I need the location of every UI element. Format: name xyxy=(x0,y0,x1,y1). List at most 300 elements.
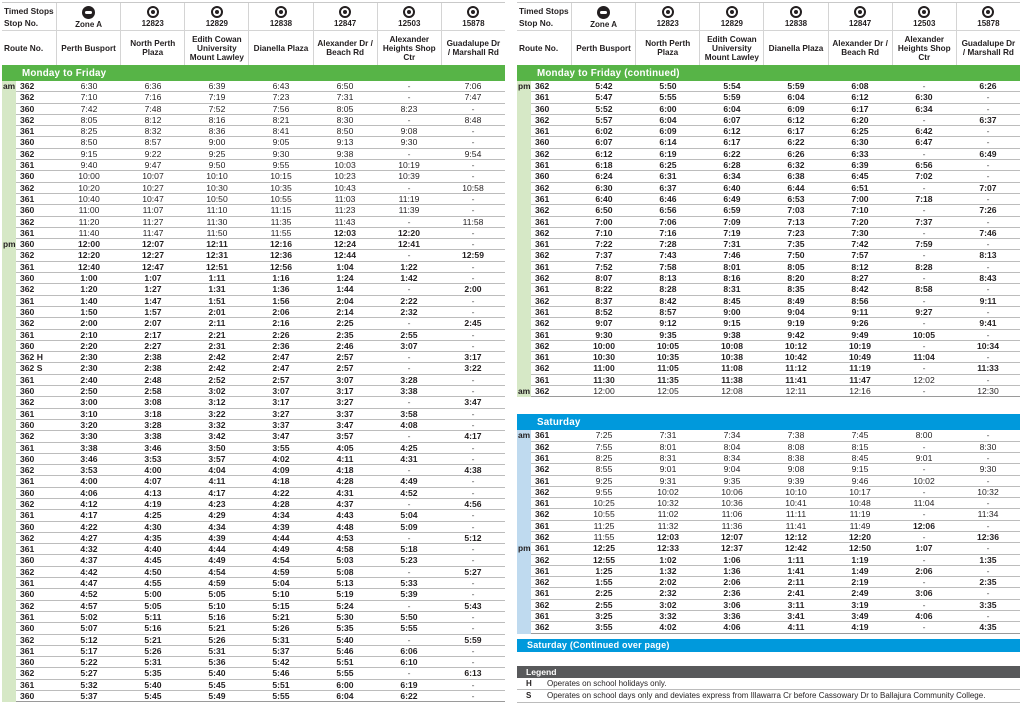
stop-column-header xyxy=(249,3,313,65)
ampm-gutter xyxy=(2,646,16,657)
time-cell: 9:54 xyxy=(441,149,505,160)
time-cell: 6:30 xyxy=(828,137,892,148)
stop-icon-and-number xyxy=(636,3,699,31)
time-cell: 4:35 xyxy=(956,622,1020,633)
ampm-gutter xyxy=(2,454,16,465)
timetable-row xyxy=(517,622,1020,633)
time-cell: 5:30 xyxy=(313,612,377,623)
time-cell: 5:46 xyxy=(313,646,377,657)
time-cell: 9:05 xyxy=(249,137,313,148)
route-number: 361 xyxy=(16,443,57,454)
ampm-gutter xyxy=(2,330,16,341)
time-cell: 1:11 xyxy=(764,555,828,566)
time-cell: 6:37 xyxy=(956,115,1020,126)
timetable-row xyxy=(517,217,1020,228)
time-cell: 10:02 xyxy=(636,487,700,498)
timetable-row xyxy=(517,555,1020,566)
time-cell: 3:38 xyxy=(121,431,185,442)
time-cell: 10:30 xyxy=(572,352,636,363)
stop-number: 12838 xyxy=(784,19,808,28)
time-cell: 12:36 xyxy=(249,250,313,261)
time-cell: - xyxy=(441,510,505,521)
time-cell: 3:55 xyxy=(249,443,313,454)
time-cell: 8:05 xyxy=(313,104,377,115)
time-cell: 4:18 xyxy=(249,476,313,487)
time-cell: - xyxy=(956,430,1020,441)
time-cell: - xyxy=(892,577,956,588)
time-cell: 9:04 xyxy=(700,464,764,475)
time-cell: 3:17 xyxy=(313,386,377,397)
time-cell: 6:39 xyxy=(828,160,892,171)
time-cell: 10:35 xyxy=(636,352,700,363)
time-cell: 4:31 xyxy=(313,488,377,499)
time-cell: 7:46 xyxy=(956,228,1020,239)
time-cell: 4:00 xyxy=(57,476,121,487)
time-cell: 5:12 xyxy=(441,533,505,544)
time-cell: 2:14 xyxy=(313,307,377,318)
time-cell: 5:43 xyxy=(441,601,505,612)
time-cell: 3:47 xyxy=(441,397,505,408)
time-cell: 6:19 xyxy=(377,680,441,691)
ampm-gutter xyxy=(517,476,531,487)
ampm-gutter xyxy=(517,487,531,498)
time-cell: 6:59 xyxy=(700,205,764,216)
time-cell: 5:50 xyxy=(636,81,700,92)
time-cell: 1:07 xyxy=(121,273,185,284)
time-cell: 4:43 xyxy=(313,510,377,521)
stop-name: North Perth Plaza xyxy=(645,39,691,57)
time-cell: 6:47 xyxy=(892,137,956,148)
time-cell: 7:19 xyxy=(185,92,249,103)
time-cell: 8:45 xyxy=(700,296,764,307)
time-cell: 1:11 xyxy=(185,273,249,284)
time-cell: 11:04 xyxy=(892,352,956,363)
time-cell: 8:30 xyxy=(956,442,1020,453)
stop-icon-and-number xyxy=(957,3,1020,31)
route-number: 360 xyxy=(16,623,57,634)
time-cell: 7:38 xyxy=(764,430,828,441)
time-cell: - xyxy=(441,228,505,239)
time-cell: 10:50 xyxy=(185,194,249,205)
time-cell: 2:38 xyxy=(121,363,185,374)
time-cell: 7:30 xyxy=(828,228,892,239)
timetable-row xyxy=(2,623,505,634)
time-cell: 5:59 xyxy=(700,92,764,103)
time-cell: 11:08 xyxy=(700,363,764,374)
time-cell: 4:49 xyxy=(249,544,313,555)
time-cell: 11:32 xyxy=(636,521,700,532)
time-cell: 9:35 xyxy=(636,330,700,341)
time-cell: - xyxy=(377,352,441,363)
timetable-row xyxy=(517,430,1020,441)
time-cell: 11:27 xyxy=(121,217,185,228)
time-cell: 12:00 xyxy=(572,386,636,397)
time-cell: 9:15 xyxy=(700,318,764,329)
time-cell: 6:34 xyxy=(892,104,956,115)
ampm-gutter xyxy=(2,307,16,318)
ampm-gutter xyxy=(517,239,531,250)
time-cell: - xyxy=(892,386,956,397)
time-cell: 11:49 xyxy=(828,521,892,532)
stop-name: Edith Cowan University Mount Lawley xyxy=(189,34,244,62)
route-number: 361 xyxy=(16,510,57,521)
time-cell: 3:57 xyxy=(313,431,377,442)
time-cell: 5:35 xyxy=(121,668,185,679)
timetable-row xyxy=(2,578,505,589)
time-cell: 11:19 xyxy=(828,509,892,520)
time-cell: 7:07 xyxy=(956,183,1020,194)
time-cell: 3:53 xyxy=(121,454,185,465)
time-cell: 4:17 xyxy=(185,488,249,499)
time-cell: 10:05 xyxy=(892,330,956,341)
time-cell: - xyxy=(441,273,505,284)
time-cell: 12:20 xyxy=(828,532,892,543)
time-cell: 7:42 xyxy=(828,239,892,250)
ampm-gutter xyxy=(517,442,531,453)
time-cell: - xyxy=(441,646,505,657)
time-cell: 11:19 xyxy=(828,363,892,374)
ampm-gutter: pm xyxy=(3,239,16,250)
time-cell: 6:44 xyxy=(764,183,828,194)
time-cell: 5:39 xyxy=(377,589,441,600)
time-cell: 11:23 xyxy=(313,205,377,216)
time-cell: 7:16 xyxy=(636,228,700,239)
route-number: 362 xyxy=(16,250,57,261)
time-cell: 6:22 xyxy=(700,149,764,160)
time-cell: 9:42 xyxy=(764,330,828,341)
route-number: 362 xyxy=(16,533,57,544)
time-cell: 9:25 xyxy=(572,476,636,487)
route-number: 361 xyxy=(16,375,57,386)
time-cell: 11:38 xyxy=(700,375,764,386)
ampm-gutter xyxy=(517,330,531,341)
time-cell: 2:38 xyxy=(121,352,185,363)
time-cell: 5:22 xyxy=(57,657,121,668)
ampm-gutter xyxy=(517,464,531,475)
route-number: 361 xyxy=(531,217,572,228)
time-cell: 12:20 xyxy=(57,250,121,261)
timetable-row xyxy=(2,250,505,261)
time-cell: 2:52 xyxy=(185,375,249,386)
time-cell: 3:27 xyxy=(249,409,313,420)
time-cell: 11:35 xyxy=(636,375,700,386)
time-cell: 6:22 xyxy=(764,137,828,148)
time-cell: - xyxy=(441,239,505,250)
time-cell: 5:45 xyxy=(121,691,185,702)
time-cell: 10:48 xyxy=(828,498,892,509)
stop-number: 12829 xyxy=(720,19,743,28)
time-cell: - xyxy=(441,104,505,115)
time-cell: 7:16 xyxy=(121,92,185,103)
time-cell: - xyxy=(956,137,1020,148)
time-cell: 9:00 xyxy=(700,307,764,318)
time-cell: 12:03 xyxy=(636,532,700,543)
time-cell: 6:10 xyxy=(377,657,441,668)
time-cell: - xyxy=(377,431,441,442)
timed-stop-icon xyxy=(662,6,674,18)
time-cell: - xyxy=(892,318,956,329)
time-cell: 9:01 xyxy=(892,453,956,464)
route-number: 360 xyxy=(16,657,57,668)
time-cell: 2:32 xyxy=(377,307,441,318)
stop-column-header xyxy=(185,3,249,65)
route-number: 362 xyxy=(531,577,572,588)
ampm-gutter xyxy=(517,171,531,182)
time-cell: 3:32 xyxy=(185,420,249,431)
time-cell: 8:25 xyxy=(57,126,121,137)
time-cell: - xyxy=(441,375,505,386)
ampm-gutter xyxy=(517,363,531,374)
time-cell: 1:41 xyxy=(764,566,828,577)
time-cell: 6:36 xyxy=(121,81,185,92)
time-cell: 2:01 xyxy=(185,307,249,318)
time-cell: 6:17 xyxy=(828,104,892,115)
timetable-row xyxy=(2,544,505,555)
ampm-gutter xyxy=(517,600,531,611)
timetable-row xyxy=(2,657,505,668)
timed-stops-label: Timed Stops xyxy=(519,6,569,16)
timetable-row xyxy=(2,183,505,194)
time-cell: 9:27 xyxy=(892,307,956,318)
time-cell: 5:04 xyxy=(249,578,313,589)
time-cell: 6:24 xyxy=(572,171,636,182)
timetable-row xyxy=(2,589,505,600)
route-no-label: Route No. xyxy=(4,42,44,53)
time-cell: 4:53 xyxy=(313,533,377,544)
ampm-gutter xyxy=(517,228,531,239)
time-cell: - xyxy=(441,262,505,273)
time-cell: 2:47 xyxy=(249,363,313,374)
time-cell: 6:50 xyxy=(313,81,377,92)
time-cell: - xyxy=(377,465,441,476)
stop-name: Dianella Plaza xyxy=(253,43,309,53)
stop-icon-and-number xyxy=(378,3,441,31)
legend-entry-h xyxy=(517,678,1020,691)
route-number: 362 xyxy=(531,442,572,453)
time-cell: 2:30 xyxy=(57,363,121,374)
time-cell: 4:54 xyxy=(249,555,313,566)
time-cell: 1:40 xyxy=(57,296,121,307)
time-cell: 2:57 xyxy=(313,363,377,374)
time-cell: 6:40 xyxy=(572,194,636,205)
time-cell: 8:28 xyxy=(636,284,700,295)
time-cell: 5:07 xyxy=(57,623,121,634)
time-cell: 2:02 xyxy=(636,577,700,588)
timetable-row xyxy=(517,509,1020,520)
time-cell: 8:48 xyxy=(441,115,505,126)
ampm-gutter xyxy=(517,160,531,171)
timetable-row xyxy=(517,92,1020,103)
time-cell: 5:16 xyxy=(185,612,249,623)
time-cell: 7:52 xyxy=(185,104,249,115)
time-cell: 7:03 xyxy=(764,205,828,216)
saturday-section xyxy=(517,414,1020,651)
time-cell: 4:48 xyxy=(313,522,377,533)
ampm-gutter xyxy=(517,521,531,532)
time-cell: 4:11 xyxy=(185,476,249,487)
timetable-row xyxy=(2,217,505,228)
time-cell: 3:38 xyxy=(377,386,441,397)
time-cell: 8:01 xyxy=(700,262,764,273)
ampm-gutter xyxy=(2,680,16,691)
timetable-row xyxy=(2,476,505,487)
route-number: 362 xyxy=(531,250,572,261)
time-cell: 5:40 xyxy=(121,680,185,691)
route-number: 360 xyxy=(16,386,57,397)
ampm-gutter xyxy=(2,522,16,533)
time-cell: 11:07 xyxy=(121,205,185,216)
route-number: 361 xyxy=(531,92,572,103)
time-cell: 6:49 xyxy=(956,149,1020,160)
time-cell: 10:00 xyxy=(57,171,121,182)
time-cell: 9:55 xyxy=(249,160,313,171)
time-cell: 3:37 xyxy=(313,409,377,420)
time-cell: 6:00 xyxy=(313,680,377,691)
route-number: 362 xyxy=(531,464,572,475)
time-cell: 5:51 xyxy=(249,680,313,691)
time-cell: 3:50 xyxy=(185,443,249,454)
time-cell: - xyxy=(377,363,441,374)
ampm-gutter xyxy=(2,386,16,397)
time-cell: 8:41 xyxy=(249,126,313,137)
time-cell: 12:37 xyxy=(700,543,764,554)
ampm-gutter xyxy=(2,194,16,205)
route-number: 361 xyxy=(16,680,57,691)
ampm-gutter xyxy=(2,92,16,103)
time-cell: 12:07 xyxy=(700,532,764,543)
time-cell: 4:22 xyxy=(249,488,313,499)
time-cell: 6:30 xyxy=(57,81,121,92)
time-cell: 1:42 xyxy=(377,273,441,284)
time-cell: 7:23 xyxy=(249,92,313,103)
timetable-row xyxy=(2,318,505,329)
time-cell: 9:08 xyxy=(764,464,828,475)
time-cell: 8:15 xyxy=(828,442,892,453)
time-cell: 10:08 xyxy=(700,341,764,352)
time-cell: 4:44 xyxy=(249,533,313,544)
time-cell: 2:26 xyxy=(249,330,313,341)
time-cell: 2:50 xyxy=(57,386,121,397)
ampm-gutter xyxy=(517,453,531,464)
stop-number: 12847 xyxy=(334,19,357,28)
ampm-gutter xyxy=(2,137,16,148)
time-cell: 10:35 xyxy=(249,183,313,194)
time-cell: 12:30 xyxy=(956,386,1020,397)
route-number: 360 xyxy=(16,273,57,284)
time-cell: 4:56 xyxy=(441,499,505,510)
stop-number: 12823 xyxy=(656,19,679,28)
ampm-gutter xyxy=(2,296,16,307)
time-cell: 7:18 xyxy=(892,194,956,205)
time-cell: 10:42 xyxy=(764,352,828,363)
time-cell: - xyxy=(441,443,505,454)
time-cell: 6:40 xyxy=(700,183,764,194)
time-cell: 3:06 xyxy=(892,588,956,599)
time-cell: 1:44 xyxy=(313,284,377,295)
ampm-gutter xyxy=(2,375,16,386)
route-number: 362 xyxy=(16,115,57,126)
timetable-row xyxy=(517,307,1020,318)
time-cell: - xyxy=(441,454,505,465)
time-cell: 5:33 xyxy=(377,578,441,589)
time-cell: 12:47 xyxy=(121,262,185,273)
time-cell: 2:55 xyxy=(377,330,441,341)
time-cell: - xyxy=(441,386,505,397)
timetable-row xyxy=(2,409,505,420)
time-cell: 10:32 xyxy=(636,498,700,509)
time-cell: 5:42 xyxy=(249,657,313,668)
time-cell: - xyxy=(956,239,1020,250)
time-cell: 11:36 xyxy=(700,521,764,532)
time-cell: 9:47 xyxy=(121,160,185,171)
time-cell: 9:11 xyxy=(828,307,892,318)
time-cell: 3:28 xyxy=(377,375,441,386)
route-number: 362 xyxy=(16,81,57,92)
route-number: 361 xyxy=(531,194,572,205)
time-cell: 11:03 xyxy=(313,194,377,205)
time-cell: 11:41 xyxy=(764,521,828,532)
time-cell: 10:30 xyxy=(185,183,249,194)
time-cell: 3:32 xyxy=(636,611,700,622)
time-cell: 12:16 xyxy=(249,239,313,250)
time-cell: 6:04 xyxy=(700,104,764,115)
timetable-row xyxy=(2,194,505,205)
time-cell: 6:33 xyxy=(828,149,892,160)
time-cell: 2:16 xyxy=(249,318,313,329)
time-cell: 6:32 xyxy=(764,160,828,171)
time-cell: 11:00 xyxy=(572,363,636,374)
time-cell: 2:11 xyxy=(764,577,828,588)
time-cell: - xyxy=(956,521,1020,532)
timed-stop-icon xyxy=(982,6,994,18)
ampm-gutter xyxy=(2,623,16,634)
time-cell: 9:08 xyxy=(377,126,441,137)
time-cell: 10:20 xyxy=(57,183,121,194)
route-number: 361 xyxy=(531,611,572,622)
route-number: 361 xyxy=(16,228,57,239)
route-number: 362 S xyxy=(16,363,57,374)
ampm-gutter: am xyxy=(3,81,16,91)
time-cell: 7:09 xyxy=(700,217,764,228)
time-cell: 2:55 xyxy=(572,600,636,611)
time-cell: 6:09 xyxy=(764,104,828,115)
time-cell: 4:11 xyxy=(764,622,828,633)
timetable-row xyxy=(2,510,505,521)
route-number: 361 xyxy=(16,160,57,171)
ampm-gutter xyxy=(517,588,531,599)
time-cell: 7:50 xyxy=(764,250,828,261)
time-cell: 5:19 xyxy=(313,589,377,600)
time-cell: - xyxy=(956,588,1020,599)
time-cell: 11:02 xyxy=(636,509,700,520)
time-cell: 3:17 xyxy=(249,397,313,408)
stop-name: Alexander Dr / Beach Rd xyxy=(832,39,888,57)
ampm-gutter xyxy=(517,555,531,566)
ampm-gutter xyxy=(2,544,16,555)
time-cell: 7:26 xyxy=(956,205,1020,216)
time-cell: 3:22 xyxy=(185,409,249,420)
stop-column-header xyxy=(829,3,893,65)
time-cell: - xyxy=(892,296,956,307)
time-cell: 9:30 xyxy=(377,137,441,148)
time-cell: 3:36 xyxy=(700,611,764,622)
time-cell: 8:22 xyxy=(572,284,636,295)
time-cell: - xyxy=(956,126,1020,137)
timed-stop-icon xyxy=(726,6,738,18)
time-cell: 6:30 xyxy=(572,183,636,194)
time-cell: 4:06 xyxy=(892,611,956,622)
time-cell: 10:39 xyxy=(377,171,441,182)
